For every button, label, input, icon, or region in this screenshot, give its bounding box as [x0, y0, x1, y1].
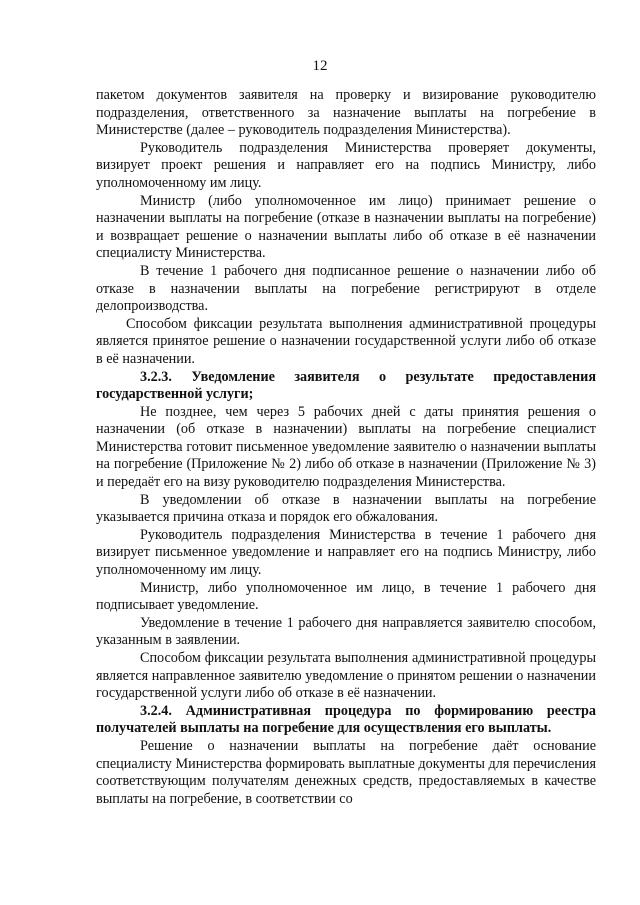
paragraph: В уведомлении об отказе в назначении выплаты на погребение указывается причина отказа и порядок его обжалования. [96, 491, 596, 526]
paragraph: Не позднее, чем через 5 рабочих дней с даты принятия решения о назначении (об отказе в назначении) выплаты на погребение специалист Министерства готовит письменное уведомление заявителю о назначении выплаты на погребение (Приложение № 2) либо об отказе в назначении (Приложение № 3) и передаёт его на визу руководителю подразделения Министерства. [96, 403, 596, 491]
paragraph: Способом фиксации результата выполнения административной процедуры является принятое решение о назначении государственной услуги либо об отказе в её назначении. [96, 315, 596, 367]
page-number: 12 [312, 58, 328, 74]
paragraph: Министр (либо уполномоченное им лицо) принимает решение о назначении выплаты на погребение (отказе в назначении выплаты на погребение) и возвращает решение о назначении выплаты либо об отказе в её назначении специалисту Министерства. [96, 192, 596, 262]
paragraph: Уведомление в течение 1 рабочего дня направляется заявителю способом, указанным в заявлении. [96, 614, 596, 649]
paragraph: Руководитель подразделения Министерства в течение 1 рабочего дня визирует письменное уведомление и направляет его на подпись Министру, либо уполномоченному им лицу. [96, 526, 596, 579]
paragraph: Министр, либо уполномоченное им лицо, в течение 1 рабочего дня подписывает уведомление. [96, 579, 596, 614]
paragraph: Способом фиксации результата выполнения административной процедуры является направленное заявителю уведомление о принятом решении о назначении государственной услуги либо об отказе в её назначении. [96, 650, 596, 702]
section-heading-3-2-4: 3.2.4. Административная процедура по формированию реестра получателей выплаты на погребение для осуществления его выплаты. [96, 702, 596, 737]
paragraph: Решение о назначении выплаты на погребение даёт основание специалисту Министерства формировать выплатные документы для перечисления соответствующим получателям денежных средств, предоставляемых в качестве выплаты на погребение, в соответствии со [96, 737, 596, 807]
section-heading-3-2-3: 3.2.3. Уведомление заявителя о результате предоставления государственной услуги; [96, 368, 596, 403]
document-body [96, 87, 596, 808]
paragraph: В течение 1 рабочего дня подписанное решение о назначении либо об отказе в назначении выплаты на погребение регистрируют в отделе делопроизводства. [96, 262, 596, 315]
paragraph: пакетом документов заявителя на проверку и визирование руководителю подразделения, ответственного за назначение выплаты на погребение в Министерстве (далее – руководитель подразделения Министерства). [96, 87, 596, 139]
paragraph: Руководитель подразделения Министерства проверяет документы, визирует проект решения и направляет его на подпись Министру, либо уполномоченному им лицу. [96, 139, 596, 191]
